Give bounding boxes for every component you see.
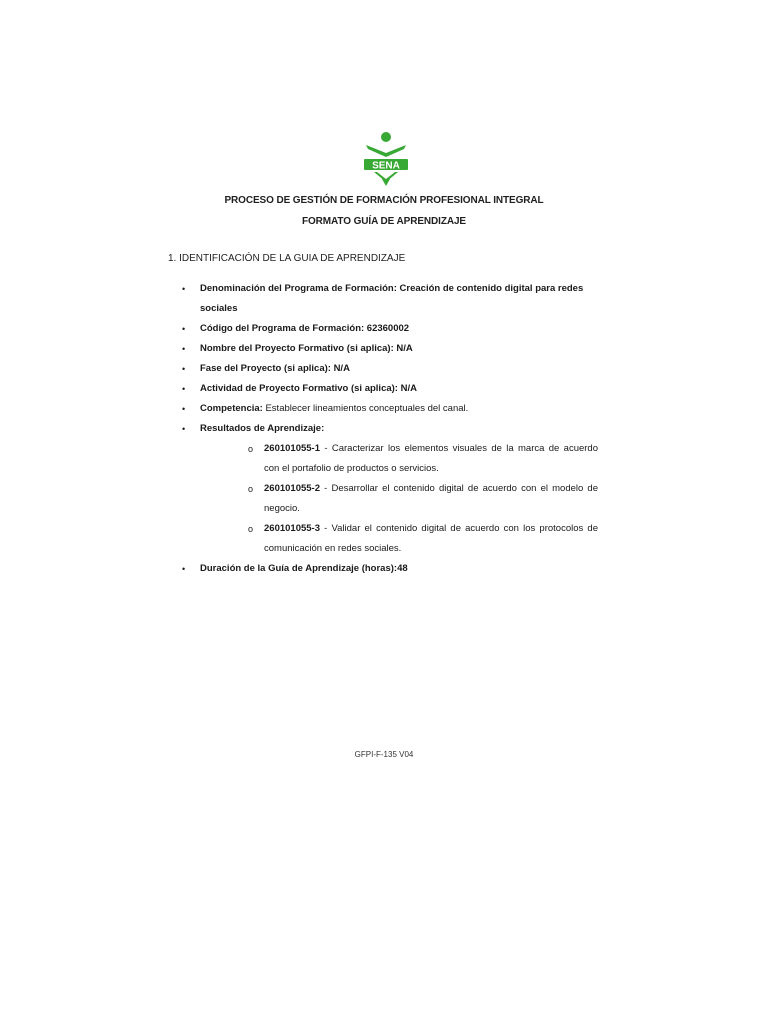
item-label: Resultados de Aprendizaje: [200, 423, 325, 434]
result-text: - Caracterizar los elementos visuales de la marca de acuerdo con el portafolio de productos o servicios. [264, 443, 598, 474]
bullet: • [182, 344, 186, 354]
list-item-project-phase [168, 359, 598, 379]
logo-head [381, 132, 391, 142]
sena-logo [360, 131, 412, 187]
item-value: Establecer lineamientos conceptuales del canal. [262, 403, 469, 414]
bullet: • [182, 324, 186, 334]
document-subtitle: FORMATO GUÍA DE APRENDIZAJE [302, 216, 466, 227]
footer-format-code: GFPI-F-135 V04 [354, 750, 414, 759]
item-label: Nombre del Proyecto Formativo (si aplica): N/A [200, 343, 413, 354]
learning-result-item [200, 519, 598, 559]
section-heading: 1. IDENTIFICACIÓN DE LA GUIA DE APRENDIZAJE [168, 253, 406, 264]
logo-foot [382, 179, 390, 186]
sub-bullet: o [248, 444, 254, 454]
bullet: • [182, 364, 186, 374]
item-label: Código del Programa de Formación: 62360002 [200, 323, 410, 334]
item-label: Actividad de Proyecto Formativo (si aplica): N/A [200, 383, 417, 394]
item-label: Duración de la Guía de Aprendizaje (horas):48 [200, 563, 408, 574]
bullet: • [182, 384, 186, 394]
bullet: • [182, 564, 186, 574]
sub-bullet: o [248, 484, 254, 494]
result-code: 260101055-3 [264, 523, 320, 534]
list-item-program-code [168, 319, 598, 339]
bullet: • [182, 424, 186, 434]
learning-results-list [200, 439, 598, 559]
result-code: 260101055-2 [264, 483, 320, 494]
list-item-program-name [168, 279, 598, 319]
item-label: Denominación del Programa de Formación: Creación de contenido digital para redes sociales [200, 283, 584, 314]
logo-arms [366, 145, 406, 157]
result-code: 260101055-1 [264, 443, 320, 454]
item-label: Fase del Proyecto (si aplica): N/A [200, 363, 350, 374]
list-item-duration [168, 559, 598, 579]
identification-list [168, 279, 598, 579]
learning-result-item [200, 439, 598, 479]
bullet: • [182, 404, 186, 414]
result-text: - Desarrollar el contenido digital de acuerdo con el modelo de negocio. [264, 483, 598, 514]
bullet: • [182, 284, 186, 294]
document-title: PROCESO DE GESTIÓN DE FORMACIÓN PROFESIONAL INTEGRAL [224, 195, 544, 206]
list-item-learning-results [168, 419, 598, 559]
logo-text: SENA [372, 160, 400, 172]
list-item-project-activity [168, 379, 598, 399]
result-text: - Validar el contenido digital de acuerdo con los protocolos de comunicación en redes sociales. [264, 523, 598, 554]
item-label: Competencia: [200, 403, 263, 414]
list-item-competence [168, 399, 598, 419]
sub-bullet: o [248, 524, 254, 534]
learning-result-item [200, 479, 598, 519]
list-item-project-name [168, 339, 598, 359]
